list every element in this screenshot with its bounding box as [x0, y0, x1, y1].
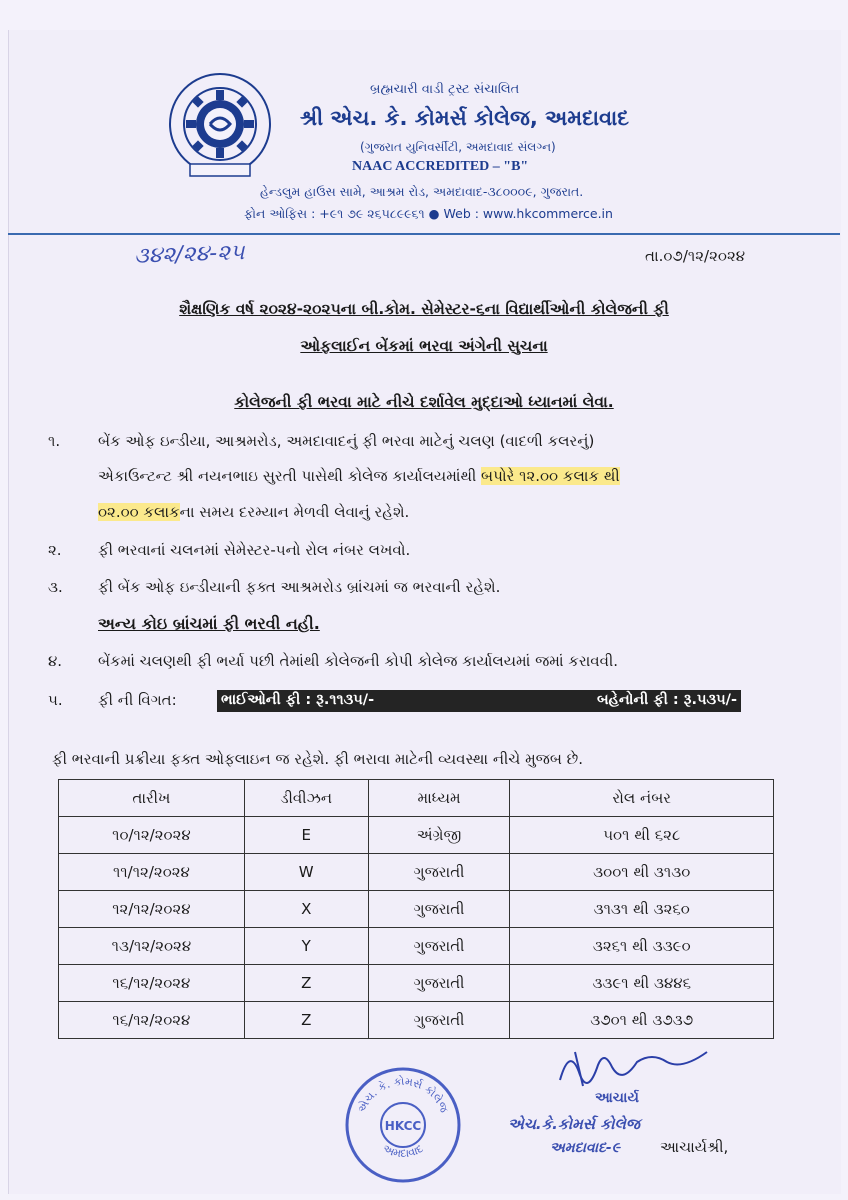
header-divider	[8, 233, 840, 235]
address: હેન્ડલુમ હાઉસ સામે, આશ્રમ રોડ, અમદાવાદ-૩૮૦૦૦૯, ગુજરાત.	[260, 184, 584, 199]
signature-college-name: એચ.કે.કોમર્સ કોલેજ	[508, 1115, 640, 1133]
cell-date: ૧૬/૧૨/૨૦૨૪	[59, 965, 245, 1002]
table-row	[59, 817, 774, 854]
cell-medium: અંગ્રેજી	[368, 817, 510, 854]
cell-roll-number: ૩૨૬૧ થી ૩૩૯૦	[510, 928, 774, 965]
header-date: તારીખ	[59, 780, 245, 817]
principal-label: આચાર્યશ્રી,	[660, 1138, 729, 1156]
cell-medium: ગુજરાતી	[368, 854, 510, 891]
cell-division: X	[244, 891, 368, 928]
stamp-ring-top: એચ. કે. કોમર્સ કોલેજ	[355, 1074, 451, 1115]
stamp-ring-bottom: અમદાવાદ	[380, 1141, 426, 1160]
college-name: શ્રી એચ. કે. કોમર્સ કોલેજ, અમદાવાદ	[300, 106, 629, 130]
process-note: ફી ભરવાની પ્રક્રીયા ફક્ત ઓફલાઇન જ રહેશે. ફી ભરાવા માટેની વ્યવસ્થા નીચે મુજબ છે.	[52, 750, 584, 768]
fee-schedule-table	[58, 779, 774, 1039]
cell-roll-number: ૩૧૩૧ થી ૩૨૬૦	[510, 891, 774, 928]
table-row	[59, 891, 774, 928]
trust-line: બ્રહ્મચારી વાડી ટ્રસ્ટ સંચાલિત	[370, 82, 520, 97]
cell-date: ૧૦/૧૨/૨૦૨૪	[59, 817, 245, 854]
point-1-time-end-highlight: ૦૨.૦૦ કલાક	[98, 503, 180, 521]
reference-number: ૩૪૨/૨૪-૨૫	[133, 240, 245, 269]
table-row	[59, 854, 774, 891]
header-medium: માધ્યમ	[368, 780, 510, 817]
notice-date: તા.૦૭/૧૨/૨૦૨૪	[645, 247, 746, 265]
stamp-center-text: HKCC	[384, 1119, 422, 1133]
point-3-text: ફી બેંક ઓફ ઇન્ડીયાની ફક્ત આશ્રમરોડ બ્રાંચમાં જ ભરવાની રહેશે.	[98, 578, 501, 596]
point-2-text: ફી ભરવાનાં ચલનમાં સેમેસ્ટર-૫નો રોલ નંબર લખવો.	[98, 541, 411, 559]
cell-division: Y	[244, 928, 368, 965]
warning-text: અન્ય કોઇ બ્રાંચમાં ફી ભરવી નહી.	[98, 614, 320, 633]
header-division: ડીવીઝન	[244, 780, 368, 817]
boys-fee: ભાઈઓની ફી : રૂ.૧૧૩૫/-	[221, 692, 375, 708]
point-5-number: ૫.	[48, 691, 63, 709]
cell-roll-number: ૩૩૯૧ થી ૩૪૪૬	[510, 965, 774, 1002]
table-row	[59, 928, 774, 965]
cell-roll-number: ૫૦૧ થી ૬૨૮	[510, 817, 774, 854]
college-emblem-icon	[165, 72, 275, 182]
point-1-line3-text: ના સમય દરમ્યાન મેળવી લેવાનું રહેશે.	[179, 503, 410, 521]
fee-details-label: ફી ની વિગત:	[98, 691, 177, 709]
point-3-number: ૩.	[48, 578, 63, 596]
cell-date: ૧૨/૧૨/૨૦૨૪	[59, 891, 245, 928]
header-roll-number: રોલ નંબર	[510, 780, 774, 817]
point-4-number: ૪.	[48, 652, 63, 670]
contact-info: ફોન ઓફિસ : +૯૧ ૭૯ ૨૬૫૮૯૯૬૧ ● Web : www.hkcommerce.in	[244, 206, 613, 221]
cell-roll-number: ૩૦૦૧ થી ૩૧૩૦	[510, 854, 774, 891]
point-1-line3	[98, 503, 409, 521]
cell-medium: ગુજરાતી	[368, 928, 510, 965]
table-header-row	[59, 780, 774, 817]
cell-medium: ગુજરાતી	[368, 965, 510, 1002]
affiliation: (ગુજરાત યુનિવર્સીટી, અમદાવાદ સંલગ્ન)	[360, 140, 556, 154]
svg-text:અમદાવાદ	[381, 1142, 426, 1160]
cell-roll-number: ૩૭૦૧ થી ૩૭૩૭	[510, 1002, 774, 1039]
cell-medium: ગુજરાતી	[368, 891, 510, 928]
cell-division: W	[244, 854, 368, 891]
point-1-line2-text: એકાઉન્ટન્ટ શ્રી નયનભાઇ સુરતી પાસેથી કોલેજ કાર્યાલયમાંથી	[98, 467, 482, 485]
cell-medium: ગુજરાતી	[368, 1002, 510, 1039]
table-row	[59, 965, 774, 1002]
signature-city: અમદાવાદ-૯	[550, 1140, 620, 1156]
signature-scribble-icon	[540, 1040, 720, 1095]
point-1-time-highlight: બપોરે ૧૨.૦૦ કલાક થી	[481, 467, 620, 485]
cell-division: Z	[244, 1002, 368, 1039]
cell-division: E	[244, 817, 368, 854]
signature-title: આચાર્ય	[595, 1090, 639, 1106]
fee-details-bar	[217, 690, 741, 712]
point-4-text: બેંકમાં ચલણથી ફી ભર્યા પછી તેમાંથી કોલેજની કોપી કોલેજ કાર્યાલયમાં જમાં કરાવવી.	[98, 652, 619, 670]
table-row	[59, 1002, 774, 1039]
cell-date: ૧૩/૧૨/૨૦૨૪	[59, 928, 245, 965]
cell-date: ૧૬/૧૨/૨૦૨૪	[59, 1002, 245, 1039]
girls-fee: બહેનોની ફી : રૂ.૫૩૫/-	[596, 692, 737, 708]
instructions-heading: કોલેજની ફી ભરવા માટે નીચે દર્શાવેલ મુદ્દાઓ ધ્યાનમાં લેવા.	[234, 393, 614, 411]
notice-title-line2: ઓફલાઈન બેંકમાં ભરવા અંગેની સુચના	[300, 337, 548, 355]
cell-division: Z	[244, 965, 368, 1002]
notice-title-line1: શૈક્ષણિક વર્ષ ૨૦૨૪-૨૦૨૫ના બી.કોમ. સેમેસ્ટર-૬ના વિદ્યાર્થીઓની કોલેજની ફી	[179, 300, 669, 318]
point-1-line2	[98, 467, 620, 485]
point-2-number: ૨.	[48, 541, 62, 559]
point-1-line1: બેંક ઓફ ઇન્ડીયા, આશ્રમરોડ, અમદાવાદનું ફી ભરવા માટેનું ચલણ (વાદળી કલરનું)	[98, 432, 595, 450]
point-1-number: ૧.	[48, 432, 61, 450]
cell-date: ૧૧/૧૨/૨૦૨૪	[59, 854, 245, 891]
college-seal-stamp	[343, 1065, 463, 1185]
naac-accreditation: NAAC ACCREDITED – "B"	[352, 159, 529, 174]
